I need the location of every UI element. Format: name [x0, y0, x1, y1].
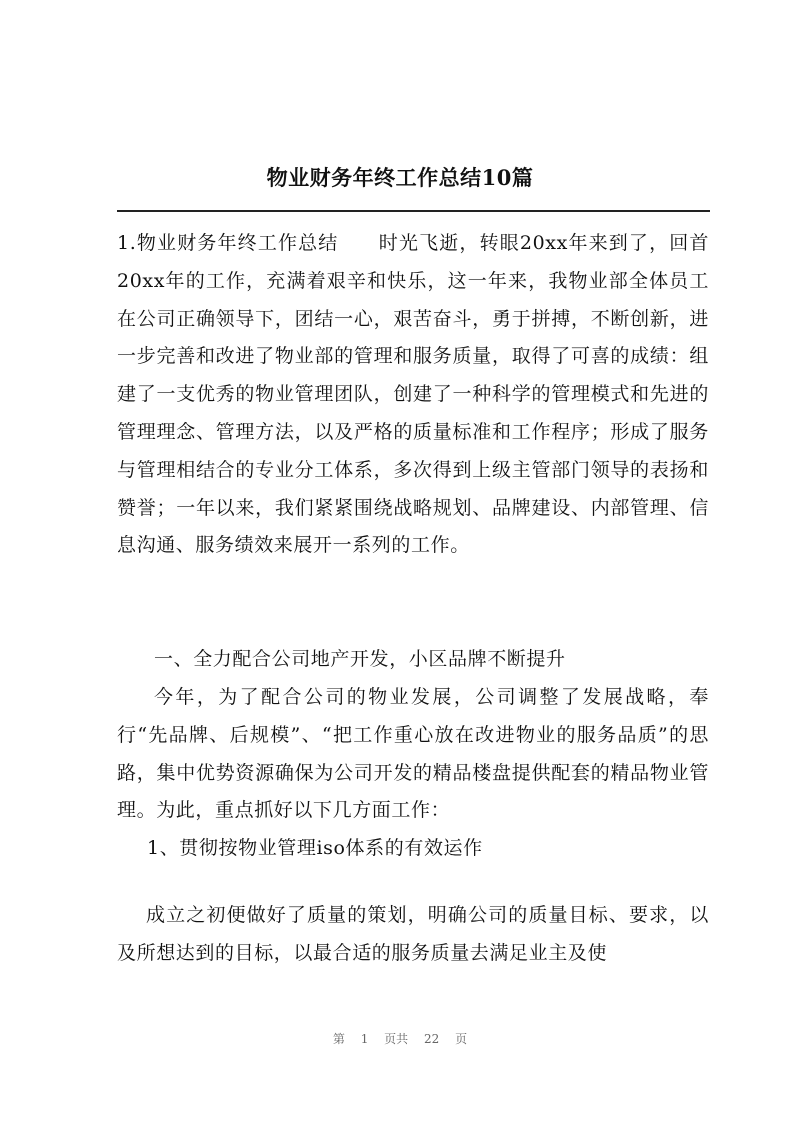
paragraph-section-1: 今年，为了配合公司的物业发展，公司调整了发展战略，奉行“先品牌、后规模”、“把工作重心放在改进物业的服务品质”的思路，集中优势资源确保为公司开发的精品楼盘提供配套的精品物业管理。为此，重点抓好以下几方面工作：: [117, 686, 709, 822]
section-heading-1: 一、全力配合公司地产开发，小区品牌不断提升: [154, 648, 566, 670]
paragraph-subsection-1: 成立之初便做好了质量的策划，明确公司的质量目标、要求，以及所想达到的目标，以最合适的服务质量去满足业主及使: [117, 904, 709, 964]
page-number: 第 1 页共 22 页: [332, 1032, 468, 1046]
subsection-heading-1: 1、贯彻按物业管理iso体系的有效运作: [147, 837, 483, 859]
document-title: 物业财务年终工作总结10篇: [266, 165, 534, 190]
title-divider: [117, 210, 710, 212]
paragraph-intro: 1.物业财务年终工作总结 时光飞逝，转眼20xx年来到了，回首20xx年的工作，充满着艰辛和快乐，这一年来，我物业部全体员工在公司正确领导下，团结一心，艰苦奋斗，勇于拼搏，不断创新，进一步完善和改进了物业部的管理和服务质量，取得了可喜的成绩：组建了一支优秀的物业管理团队，创建了一种科学的管理模式和先进的管理理念、管理方法，以及严格的质量标准和工作程序；形成了服务与管理相结合的专业分工体系，多次得到上级主管部门领导的表扬和赞誉；一年以来，我们紧紧围绕战略规划、品牌建设、内部管理、信息沟通、服务绩效来展开一系列的工作。: [117, 232, 709, 557]
